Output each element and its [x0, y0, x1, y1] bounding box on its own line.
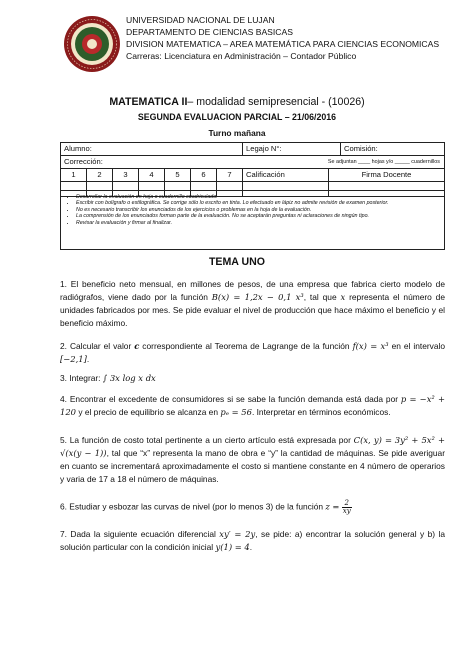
formula: p = −x² + 120: [60, 394, 445, 417]
exercise-number: 1: [61, 169, 87, 181]
question-6: [60, 500, 445, 515]
question-text: en el intervalo: [388, 341, 445, 351]
exercise-number: 6: [191, 169, 217, 181]
fraction-denominator: xy: [342, 507, 351, 515]
question-text: 5. La función de costo total pertinente a un cierto artículo está expresada por: [60, 435, 354, 445]
question-text: 2. Calcular el valor: [60, 341, 135, 351]
question-text: .: [86, 354, 90, 364]
formula: xy′ = 2y: [219, 529, 256, 539]
formula: pₑ = 56: [220, 407, 252, 417]
careers-line: Carreras: Licenciatura en Administración – Contador Público: [126, 51, 357, 61]
question-text: 4. Encontrar el excedente de consumidores si se sabe la función demanda está dada por: [60, 394, 401, 404]
correction-row: [61, 156, 444, 169]
question-text: y el precio de equilibrio se alcanza en: [76, 407, 221, 417]
subject-modality: – modalidad semipresencial - (10026): [187, 96, 365, 108]
attachments-note: Se adjuntan ____ hojas y/o _____ cuadernillos: [327, 159, 440, 165]
question-text: 3. Integrar:: [60, 373, 103, 383]
question-text: , se pide: a) encontrar la solución general y b) la solución particular con la condición inicial: [60, 529, 445, 552]
department-name: DEPARTAMENTO DE CIENCIAS BASICAS: [126, 27, 293, 37]
question-text: 1. El beneficio neto mensual, en millones de pesos, de una empresa que fabrica cierto modelo de radiógrafos, viene dado por la función: [60, 279, 445, 302]
correccion-label: Corrección:: [64, 157, 103, 166]
fraction: [342, 500, 352, 515]
student-row: [61, 143, 444, 156]
instruction-item: • No es necesario transcribir los enunciados de los ejercicios o problemas en la hoja de la evaluación.: [76, 207, 438, 213]
exercise-number: 5: [165, 169, 191, 181]
interval: [−2,1]: [60, 354, 87, 364]
variable: c: [134, 341, 140, 351]
question-7: [60, 528, 445, 554]
formula: ∫ 3x log x dx: [102, 373, 156, 383]
formula: f(x) = x³: [352, 341, 389, 351]
question-text: representa el número de unidades fabricados por mes. Se pide evaluar el nivel de producción que hace máximo el beneficio y el beneficio máximo.: [60, 292, 446, 328]
alumno-field[interactable]: Alumno:: [61, 143, 243, 155]
division-name: DIVISION MATEMATICA – AREA MATEMÁTICA PARA CIENCIAS ECONOMICAS: [126, 39, 440, 49]
instructions-list: [67, 194, 438, 226]
score-header-row: [61, 169, 444, 182]
exercise-number: 2: [87, 169, 113, 181]
formula: y(1) = 4: [215, 542, 250, 552]
question-1: [60, 278, 445, 330]
firma-docente-label: Firma Docente: [361, 170, 412, 179]
subject-title: [0, 96, 474, 108]
question-text: 6. Estudiar y esbozar las curvas de nivel (por lo menos 3) de la función: [60, 501, 326, 512]
instructions-box: [60, 190, 445, 250]
subject-name: MATEMATICA II: [109, 96, 188, 108]
variable: x: [340, 292, 346, 302]
question-5: [60, 434, 445, 486]
question-text: , tal que “x” representa la mano de obra e “y” la cantidad de máquinas. Se pide averiguar en cuanto se incrementará aproximadamente el costo si mantiene constante en 4 número de operarios y varia de 17 a 18 el número de máquinas.: [60, 448, 446, 484]
question-4: [60, 393, 445, 419]
exercise-number: 7: [217, 169, 243, 181]
fraction-numerator: 2: [342, 500, 352, 508]
exam-shift: Turno mañana: [208, 128, 266, 138]
instruction-item: • La comprensión de los enunciados forman parte de la evaluación. No se aceptarán preguntas ni aclaraciones de ningún tipo.: [76, 213, 438, 219]
exercise-number: 3: [113, 169, 139, 181]
formula: z =: [325, 501, 340, 512]
question-2: [60, 340, 445, 366]
instruction-item: • Desarrollar la evaluación en hoja o cuadernillo cuadriculado.: [76, 194, 438, 200]
formula: C(x, y) =: [353, 435, 392, 445]
university-name: UNIVERSIDAD NACIONAL DE LUJAN: [126, 15, 275, 25]
instruction-item: • Revisar la evaluación y firmar al finalizar.: [76, 220, 438, 226]
instruction-item: • Escribir con bolígrafo o estilográfica. Se corrige sólo lo escrito en tinta. Lo efectuado en lápiz no admite revisión de examen posterior.: [76, 200, 438, 206]
comision-field[interactable]: Comisión:: [344, 144, 378, 153]
institution-header: [126, 14, 456, 62]
question-text: correspondiente al Teorema de Lagrange de la función: [139, 341, 353, 351]
exercise-number: 4: [139, 169, 165, 181]
question-text: , tal que: [303, 292, 341, 302]
question-3: [60, 372, 445, 385]
question-text: 7. Dada la siguiente ecuación diferencial: [60, 529, 220, 539]
question-text: . Interpretar en términos económicos.: [251, 407, 391, 417]
tema-heading: TEMA UNO: [208, 256, 266, 268]
student-info-table: [60, 142, 445, 197]
exam-title: SEGUNDA EVALUACION PARCIAL – 21/06/2016: [137, 112, 337, 122]
formula: B(x) = 1,2x − 0,1 x³: [211, 292, 304, 302]
formula: 3y² + 5x² + √(x(y − 1)): [60, 435, 445, 458]
legajo-field[interactable]: Legajo N°:: [243, 143, 341, 155]
calificacion-label: Calificación: [243, 169, 329, 181]
university-seal-icon: [62, 14, 122, 74]
question-text: .: [249, 542, 253, 552]
